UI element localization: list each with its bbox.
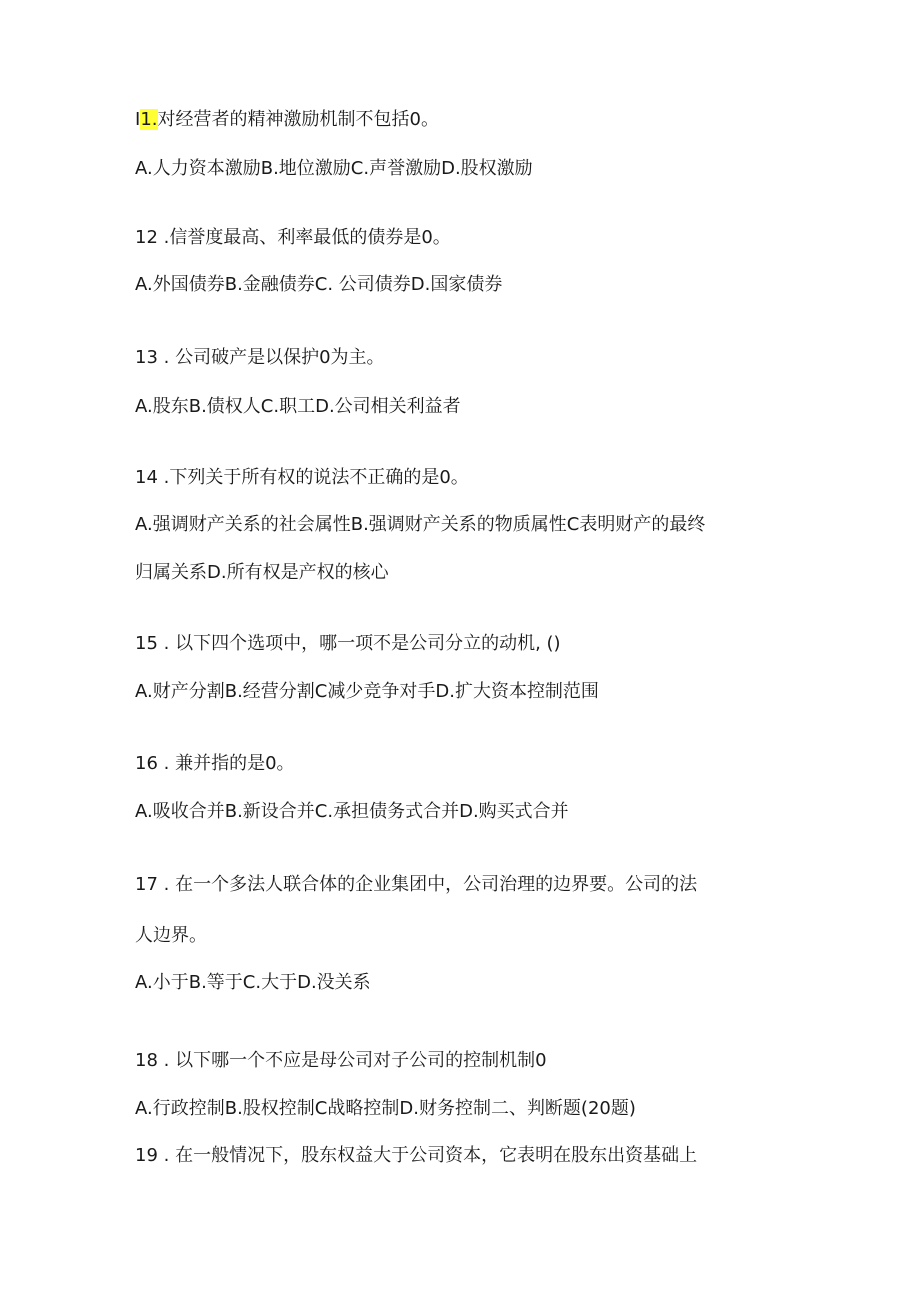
question-11-prefix: I — [135, 109, 141, 130]
question-12-stem: .信誉度最高、利率最低的债券是0。 — [157, 227, 451, 248]
question-16-number: 16 — [135, 753, 158, 774]
question-19-stem: . 在一般情况下，股东权益大于公司资本，它表明在股东出资基础上 — [157, 1145, 698, 1166]
question-15-stem: . 以下四个选项中，哪一项不是公司分立的动机, () — [157, 633, 561, 654]
question-15-options: A.财产分割B.经营分割C减少竞争对手D.扩大资本控制范围 — [135, 681, 599, 702]
question-14-stem: .下列关于所有权的说法不正确的是0。 — [157, 467, 469, 488]
question-12-text — [135, 226, 451, 250]
question-18-text — [135, 1049, 547, 1073]
question-12-number: 12 — [135, 227, 158, 248]
question-16-stem: . 兼并指的是0。 — [157, 753, 295, 774]
question-13-number: 13 — [135, 347, 158, 368]
question-14-options-line-1: A.强调财产关系的社会属性B.强调财产关系的物质属性C表明财产的最终 — [135, 514, 706, 535]
question-17-text-line-1 — [135, 873, 697, 897]
question-11-options: A.人力资本激励B.地位激励C.声誉激励D.股权激励 — [135, 158, 533, 179]
question-11-number-highlight: 1. — [140, 109, 158, 130]
question-17-number: 17 — [135, 874, 158, 895]
question-19-text — [135, 1144, 697, 1168]
question-15-text — [135, 632, 561, 656]
question-11-text — [135, 108, 439, 132]
question-13-options: A.股东B.债权人C.职工D.公司相关利益者 — [135, 396, 461, 417]
question-18-stem: . 以下哪一个不应是母公司对子公司的控制机制0 — [157, 1050, 547, 1071]
question-17-options: A.小于B.等于C.大于D.没关系 — [135, 972, 371, 993]
question-12-options: A.外国债券B.金融债券C. 公司债券D.国家债券 — [135, 274, 503, 295]
question-14-text — [135, 466, 469, 490]
question-16-options: A.吸收合并B.新设合并C.承担债务式合并D.购买式合并 — [135, 801, 569, 822]
question-14-options-line-2: 归属关系D.所有权是产权的核心 — [135, 562, 389, 583]
question-17-stem: . 在一个多法人联合体的企业集团中，公司治理的边界要。公司的法 — [157, 874, 698, 895]
question-13-text — [135, 346, 385, 370]
question-14-number: 14 — [135, 467, 158, 488]
question-18-number: 18 — [135, 1050, 158, 1071]
question-16-text — [135, 752, 295, 776]
question-18-options: A.行政控制B.股权控制C战略控制D.财务控制二、判断题(20题) — [135, 1098, 636, 1119]
question-13-stem: . 公司破产是以保护0为主。 — [157, 347, 385, 368]
question-11-stem: 对经营者的精神激励机制不包括0。 — [157, 109, 439, 130]
question-15-number: 15 — [135, 633, 158, 654]
question-19-number: 19 — [135, 1145, 158, 1166]
question-17-text-line-2: 人边界。 — [135, 925, 207, 946]
